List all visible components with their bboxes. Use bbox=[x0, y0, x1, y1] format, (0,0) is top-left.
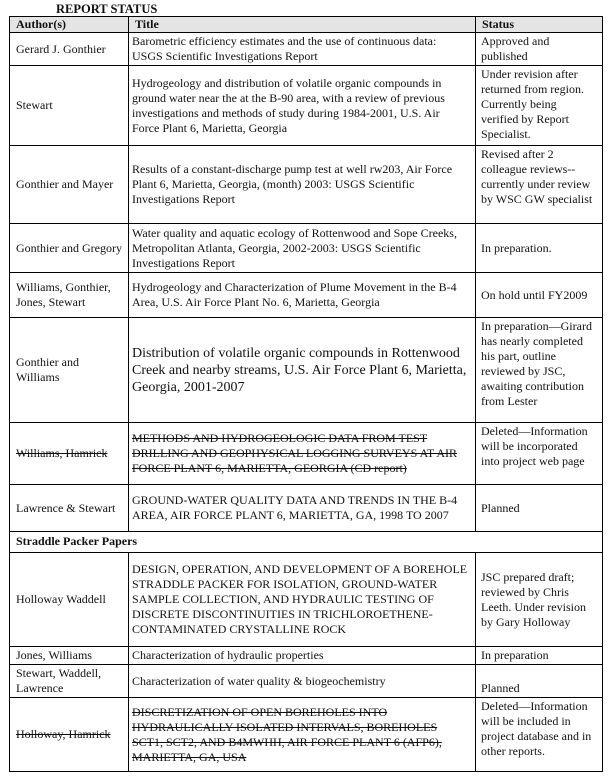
status-cell: Approved and published bbox=[476, 33, 603, 66]
table-row bbox=[10, 647, 603, 665]
status-cell: In preparation bbox=[476, 647, 603, 665]
table-row bbox=[10, 423, 603, 485]
author-cell: Stewart, Waddell, Lawrence bbox=[10, 665, 129, 698]
page-heading: REPORT STATUS bbox=[56, 2, 158, 16]
table-row bbox=[10, 553, 603, 647]
title-cell: Hydrogeology and distribution of volatile organic compounds in ground water near the at the B-90 area, with a review of previous investigations and methods of study during 1984-2001, U.S. Air Force Plant 6, Marietta, Georgia bbox=[129, 66, 476, 146]
author-cell: Williams, Hamrick bbox=[10, 423, 129, 485]
section-label: Straddle Packer Papers bbox=[10, 532, 603, 553]
author-cell: Gonthier and Mayer bbox=[10, 146, 129, 224]
author-cell: Lawrence & Stewart bbox=[10, 485, 129, 532]
status-cell: In preparation. bbox=[476, 224, 603, 273]
author-cell: Williams, Gonthier, Jones, Stewart bbox=[10, 273, 129, 318]
title-cell: GROUND-WATER QUALITY DATA AND TRENDS IN THE B-4 AREA, AIR FORCE PLANT 6, MARIETTA, GA, 1998 TO 2007 bbox=[129, 485, 476, 532]
author-cell: Jones, Williams bbox=[10, 647, 129, 665]
header-title: Title bbox=[129, 17, 476, 33]
table-row bbox=[10, 273, 603, 318]
status-cell: On hold until FY2009 bbox=[476, 273, 603, 318]
title-cell: DESIGN, OPERATION, AND DEVELOPMENT OF A BOREHOLE STRADDLE PACKER FOR ISOLATION, GROUND-WATER SAMPLE COLLECTION, AND HYDRAULIC TESTING OF DISCRETE DISCONTINUITIES IN TRICHLOROETHENE-CONTAMINATED CRYSTALLINE ROCK bbox=[129, 553, 476, 647]
title-cell: Water quality and aquatic ecology of Rottenwood and Sope Creeks, Metropolitan Atlanta, Georgia, 2002-2003: USGS Scientific Investigations Report bbox=[129, 224, 476, 273]
section-row bbox=[10, 532, 603, 553]
header-row bbox=[10, 17, 603, 33]
report-status-table bbox=[9, 16, 603, 772]
status-cell: JSC prepared draft; reviewed by Chris Leeth. Under revision by Gary Holloway bbox=[476, 553, 603, 647]
table-row bbox=[10, 318, 603, 423]
table-row bbox=[10, 665, 603, 698]
table-row bbox=[10, 698, 603, 772]
status-cell: Revised after 2 colleague reviews--currently under review by WSC GW specialist bbox=[476, 146, 603, 224]
author-cell: Holloway Waddell bbox=[10, 553, 129, 647]
title-cell: Characterization of water quality & biogeochemistry bbox=[129, 665, 476, 698]
status-cell: Planned bbox=[476, 485, 603, 532]
header-author: Author(s) bbox=[10, 17, 129, 33]
title-cell: Distribution of volatile organic compounds in Rottenwood Creek and nearby streams, U.S. Air Force Plant 6, Marietta, Georgia, 2001-2007 bbox=[129, 318, 476, 423]
status-cell: Deleted—Information will be incorporated into project web page bbox=[476, 423, 603, 485]
status-cell: Deleted—Information will be included in project database and in other reports. bbox=[476, 698, 603, 772]
author-cell: Gerard J. Gonthier bbox=[10, 33, 129, 66]
table-row bbox=[10, 224, 603, 273]
title-cell: METHODS AND HYDROGEOLOGIC DATA FROM TEST DRILLING AND GEOPHYSICAL LOGGING SURVEYS AT AIR FORCE PLANT 6, MARIETTA, GEORGIA (CD report) bbox=[129, 423, 476, 485]
table-row bbox=[10, 66, 603, 146]
author-cell: Holloway, Hamrick bbox=[10, 698, 129, 772]
table-row bbox=[10, 33, 603, 66]
title-cell: Hydrogeology and Characterization of Plume Movement in the B-4 Area, U.S. Air Force Plant No. 6, Marietta, Georgia bbox=[129, 273, 476, 318]
status-cell: Planned bbox=[476, 665, 603, 698]
author-cell: Gonthier and Gregory bbox=[10, 224, 129, 273]
title-cell: Characterization of hydraulic properties bbox=[129, 647, 476, 665]
status-cell: In preparation—Girard has nearly completed his part, outline reviewed by JSC, awaiting contribution from Lester bbox=[476, 318, 603, 423]
author-cell: Gonthier and Williams bbox=[10, 318, 129, 423]
header-status: Status bbox=[476, 17, 603, 33]
table-row bbox=[10, 146, 603, 224]
author-cell: Stewart bbox=[10, 66, 129, 146]
title-cell: Results of a constant-discharge pump test at well rw203, Air Force Plant 6, Marietta, Georgia, (month) 2003: USGS Scientific Investigations Report bbox=[129, 146, 476, 224]
title-cell: Barometric efficiency estimates and the use of continuous data: USGS Scientific Investigations Report bbox=[129, 33, 476, 66]
table-row bbox=[10, 485, 603, 532]
status-cell: Under revision after returned from region. Currently being verified by Report Specialist. bbox=[476, 66, 603, 146]
title-cell: DISCRETIZATION OF OPEN BOREHOLES INTO HYDRAULICALLY ISOLATED INTERVALS, BOREHOLES SCT1, SCT2, AND B4MWHH, AIR FORCE PLANT 6 (AFP6), MARIETTA, GA, USA bbox=[129, 698, 476, 772]
